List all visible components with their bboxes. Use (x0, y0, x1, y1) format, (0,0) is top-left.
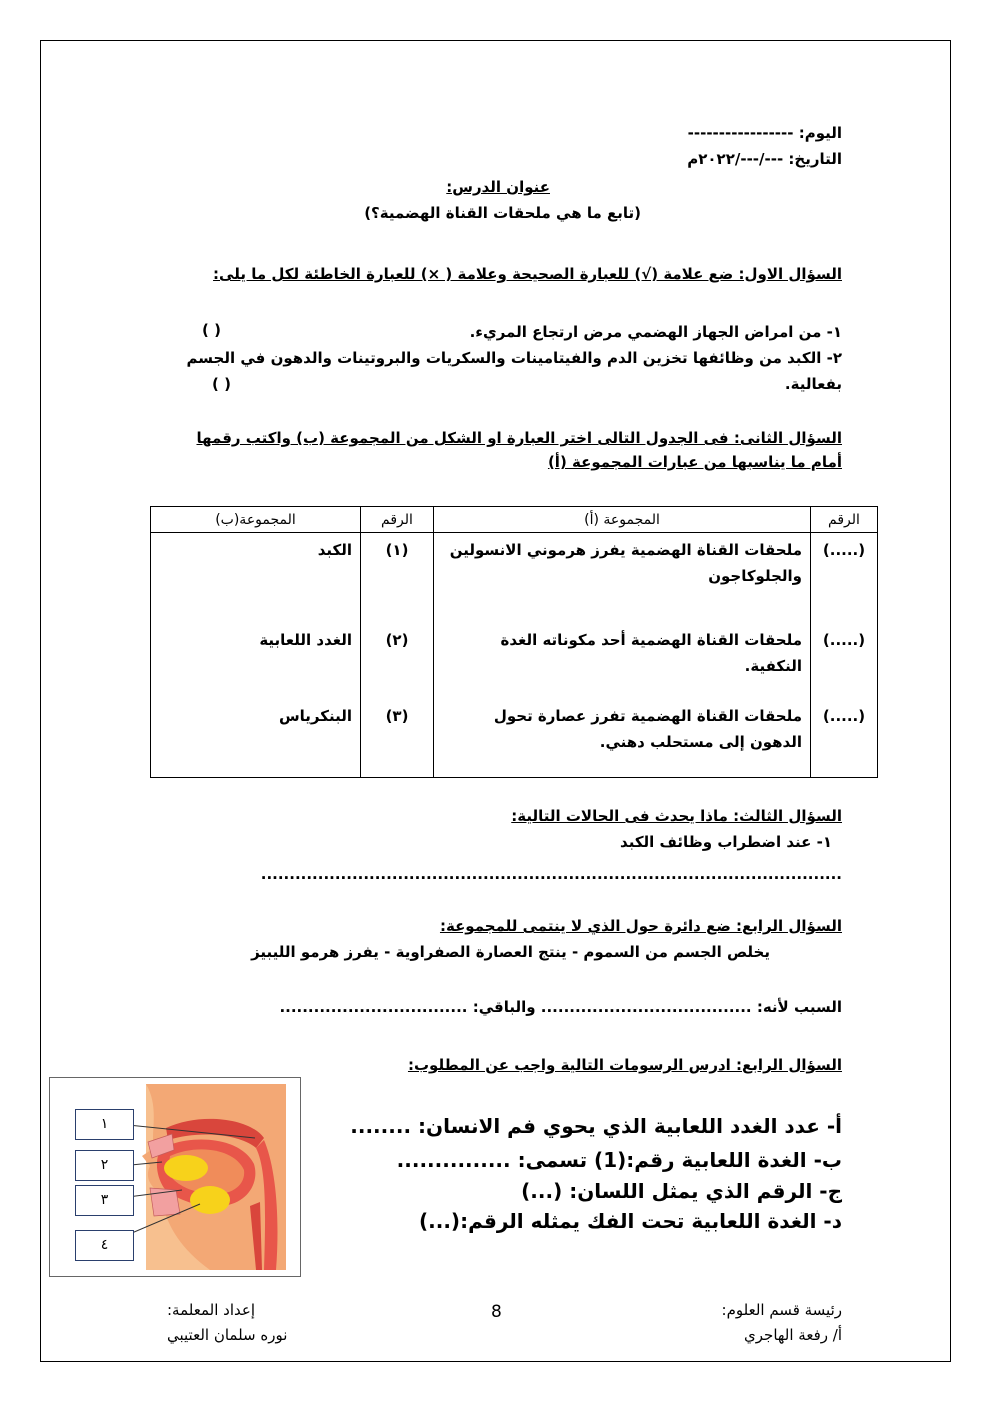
q1-answer-box-2[interactable]: ( ) (212, 375, 231, 393)
group-a-statement: ملحقات القناة الهضمية أحد مكوناته الغدة النكفية. (434, 623, 811, 699)
label-box-3: ٣ (75, 1185, 134, 1216)
q5-title: السؤال الرابع: ادرس الرسومات التالية واجب عن المطلوب: (407, 1056, 842, 1074)
q1-item1: ١- من امراض الجهاز الهضمي مرض ارتجاع المريء. (469, 323, 842, 341)
q5-part-c: ج- الرقم الذي يمثل اللسان: (...) (521, 1179, 842, 1203)
label-box-4: ٤ (75, 1230, 134, 1261)
table-row (151, 533, 878, 624)
table-header-row (151, 507, 878, 533)
group-b-number: (٢) (361, 623, 434, 699)
group-a-statement: ملحقات القناة الهضمية يفرز هرموني الانسولين والجلوكاجون (434, 533, 811, 624)
head-of-department-label: رئيسة قسم العلوم: (721, 1301, 842, 1319)
q5-part-a: أ- عدد الغدد اللعابية الذي يحوي فم الانسان: ........ (350, 1114, 842, 1138)
header-group-b: المجموعة(ب) (151, 507, 361, 533)
teacher-label: إعداد المعلمة: (167, 1301, 255, 1319)
answer-blank[interactable]: (.....) (811, 533, 878, 624)
q2-title-line2: أمام ما يناسبها من عبارات المجموعة (أ) (547, 453, 842, 471)
matching-table (150, 506, 878, 778)
answer-blank[interactable]: (.....) (811, 623, 878, 699)
date-field: التاريخ: ---/---/٢٠٢٢م (687, 150, 842, 168)
q1-item2-line2: بفعالية. (784, 375, 842, 393)
group-b-number: (١) (361, 533, 434, 624)
label-box-2: ٢ (75, 1150, 134, 1181)
group-b-item: الغدد اللعابية (151, 623, 361, 699)
lesson-title: (تابع ما هي ملحقات القناة الهضمية؟) (364, 204, 641, 222)
head-of-department-name: أ/ رفعة الهاجري (744, 1326, 842, 1344)
group-b-number: (٣) (361, 699, 434, 778)
page-number: 8 (491, 1302, 502, 1322)
group-a-statement: ملحقات القناة الهضمية تفرز عصارة تحول الدهون إلى مستحلب دهني. (434, 699, 811, 778)
q3-item1: ١- عند اضطراب وظائف الكبد (620, 833, 832, 851)
answer-blank[interactable]: (.....) (811, 699, 878, 778)
q4-reason-line[interactable]: السبب لأنه: ..................................... والباقي: ................................. (279, 998, 842, 1016)
q5-part-b: ب- الغدة اللعابية رقم:(1) تسمى: ............... (396, 1148, 842, 1172)
q2-title-line1: السؤال الثانى: فى الجدول التالى اختر العبارة او الشكل من المجموعة (ب) واكتب رقمها (196, 429, 842, 447)
mouth-diagram (49, 1077, 301, 1277)
header-group-a: المجموعة (أ) (434, 507, 811, 533)
q1-answer-box-1[interactable]: ( ) (202, 321, 221, 339)
group-b-item: الكبد (151, 533, 361, 624)
q1-title: السؤال الاول: ضع علامة (√) للعبارة الصحيحة وعلامة ( ×) للعبارة الخاطئة لكل ما يلى: (213, 265, 842, 283)
header-number-a: الرقم (811, 507, 878, 533)
lesson-label: عنوان الدرس: (446, 178, 550, 196)
q4-options: يخلص الجسم من السموم - ينتج العصارة الصفراوية - يفرز هرمو الليبيز (251, 943, 770, 961)
table-row (151, 699, 878, 778)
label-box-1: ١ (75, 1109, 134, 1140)
q1-item2-line1: ٢- الكبد من وظائفها تخزين الدم والفيتامينات والسكريات والبروتينات والدهون في الجسم (186, 349, 842, 367)
day-field: اليوم: ----------------- (687, 124, 842, 142)
q4-title: السؤال الرابع: ضع دائرة حول الذي لا ينتمى للمجموعة: (439, 917, 842, 935)
q3-answer-line[interactable]: ...................................................................................................... (260, 865, 842, 883)
table-row (151, 623, 878, 699)
q3-title: السؤال الثالث: ماذا يحدث فى الحالات التالية: (511, 807, 842, 825)
header-number-b: الرقم (361, 507, 434, 533)
teacher-name: نوره سلمان العتيبي (167, 1326, 288, 1344)
group-b-item: البنكرياس (151, 699, 361, 778)
q5-part-d: د- الغدة اللعابية تحت الفك يمثله الرقم:(...) (419, 1209, 842, 1233)
